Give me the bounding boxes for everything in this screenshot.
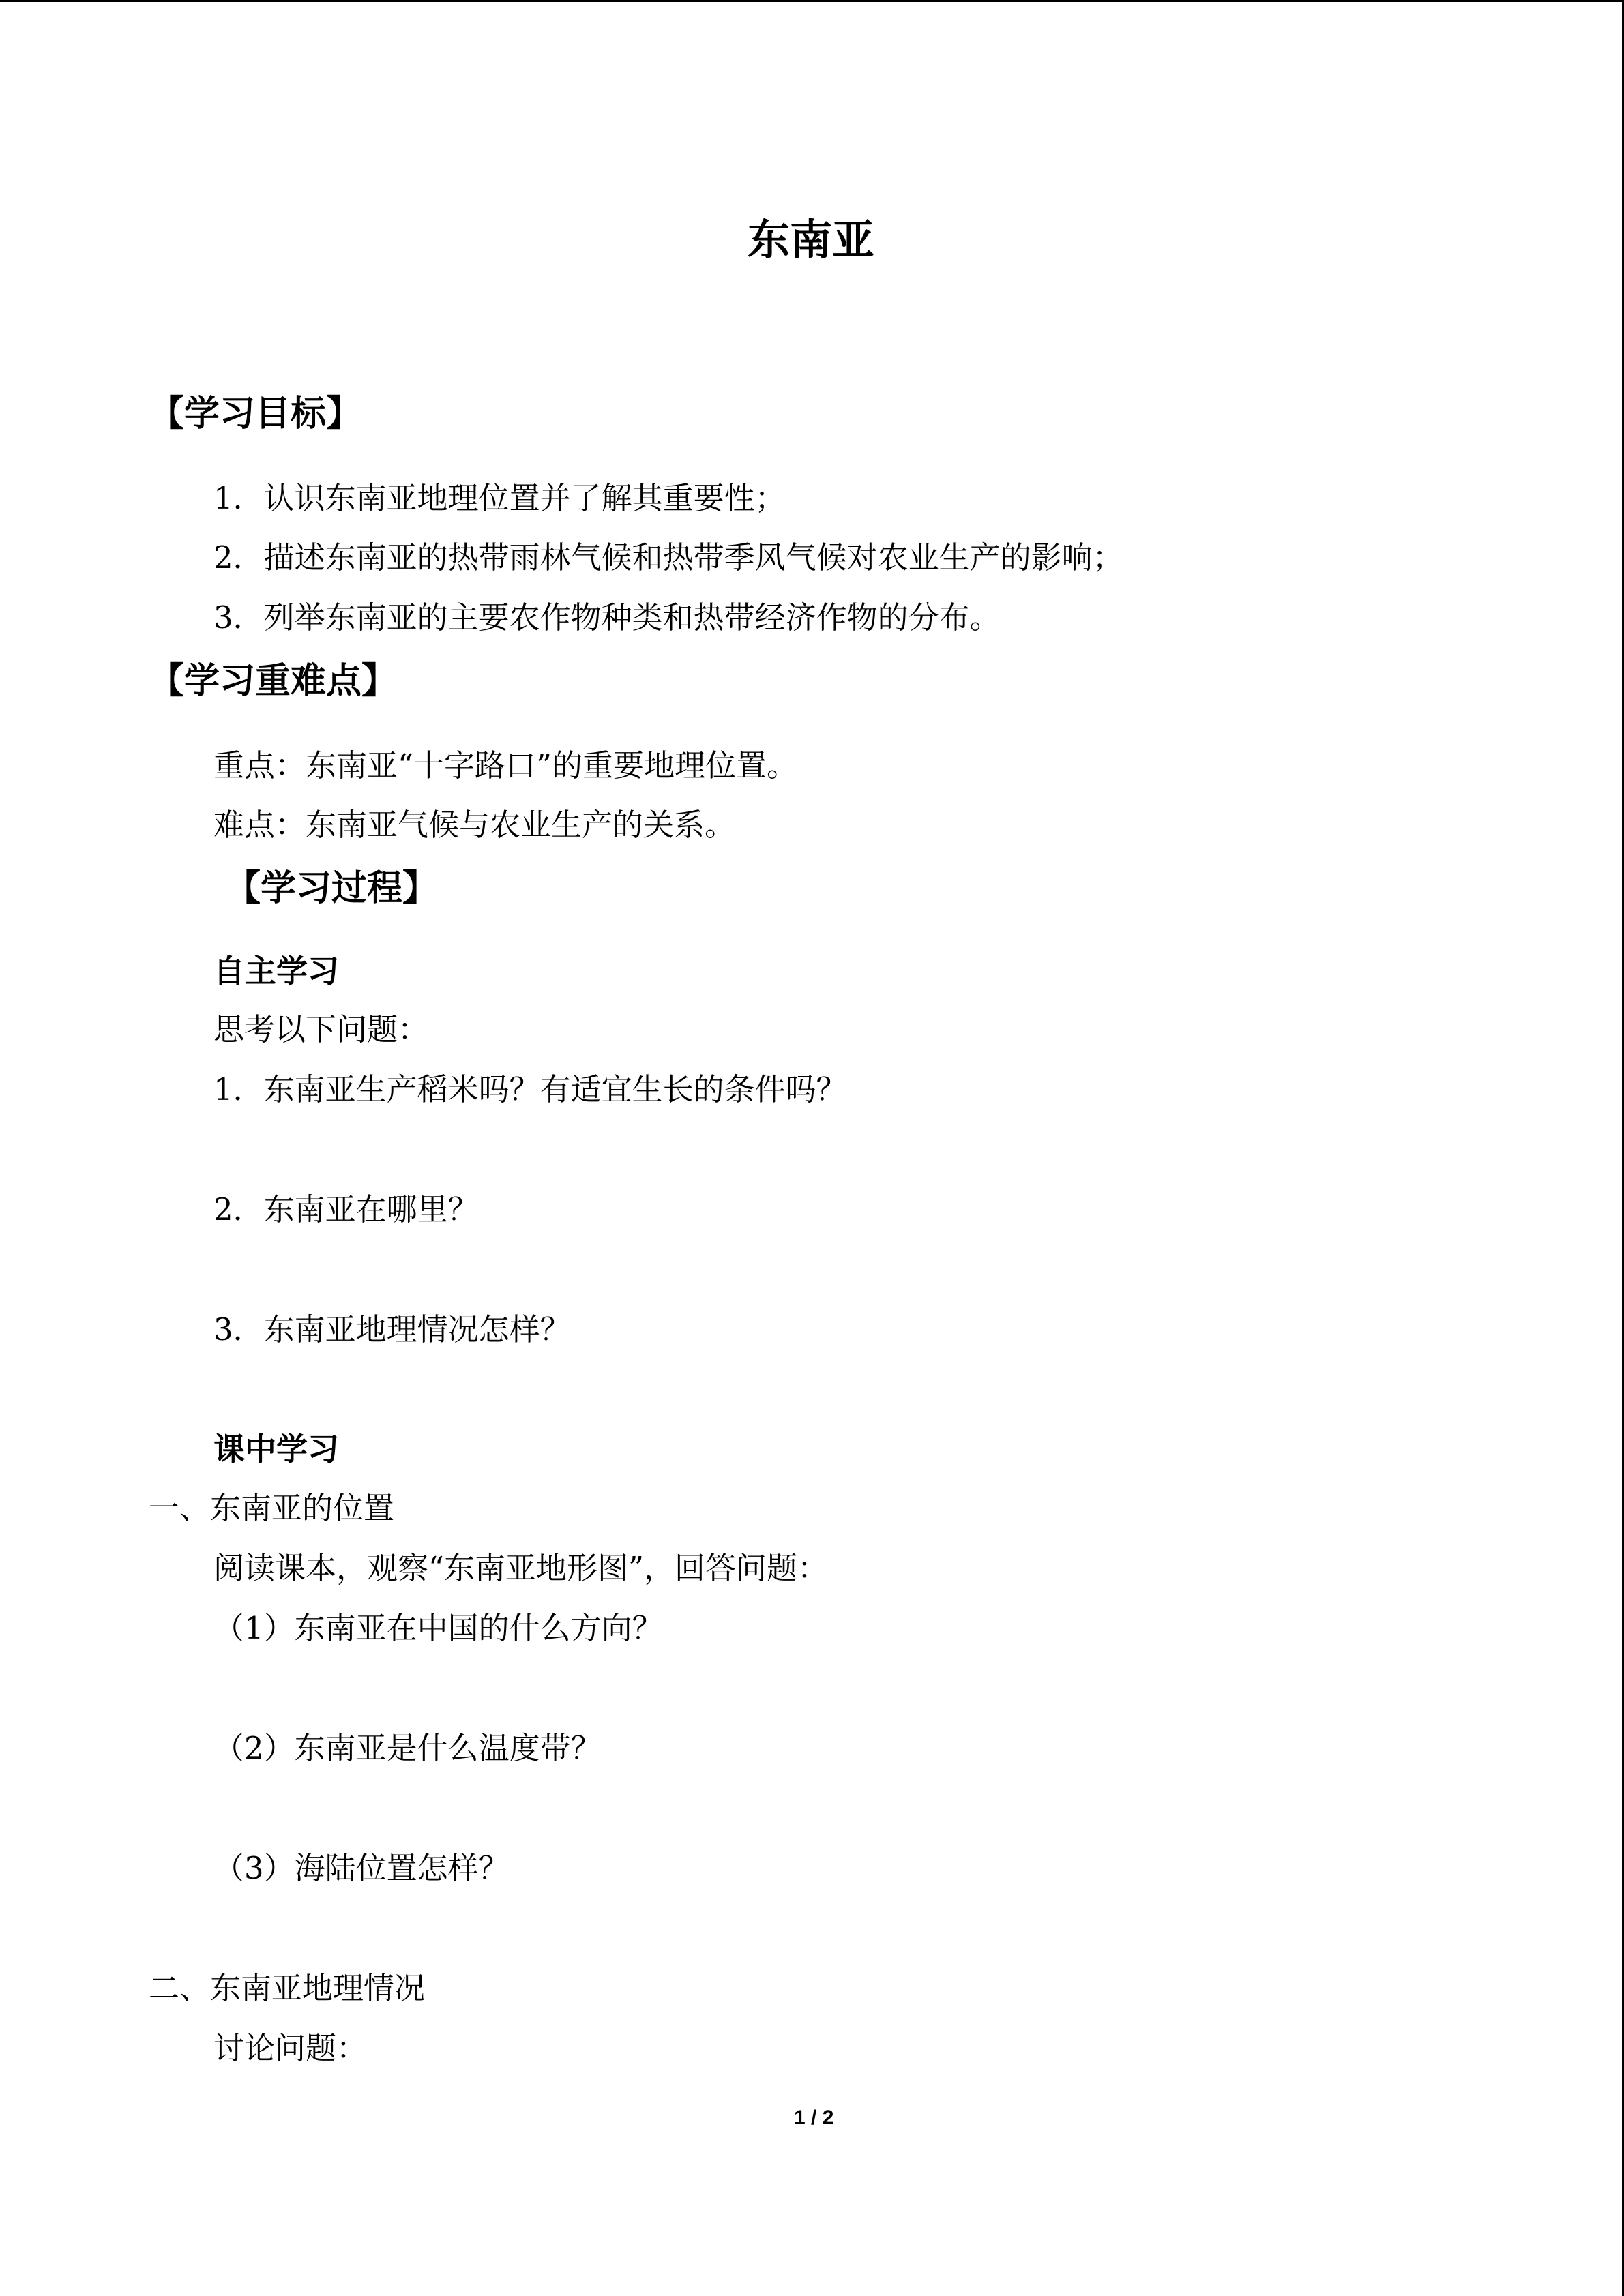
section-1-instruction: 阅读课本，观察“东南亚地形图”，回答问题： bbox=[213, 1550, 829, 1586]
section-1-question-1: （1）东南亚在中国的什么方向？ bbox=[213, 1610, 663, 1646]
in-class-heading: 课中学习 bbox=[213, 1431, 339, 1467]
key-points-heading: 【学习重难点】 bbox=[149, 661, 398, 702]
objective-item-3: 3．列举东南亚的主要农作物种类和热带经济作物的分布。 bbox=[213, 599, 1001, 636]
process-heading: 【学习过程】 bbox=[225, 868, 439, 909]
section-1-question-2: （2）东南亚是什么温度带？ bbox=[213, 1730, 602, 1766]
self-study-prompt: 思考以下问题： bbox=[213, 1011, 429, 1047]
objectives-heading: 【学习目标】 bbox=[149, 393, 362, 434]
self-study-question-3: 3．东南亚地理情况怎样？ bbox=[213, 1311, 571, 1347]
difficulty-text: 难点：东南亚气候与农业生产的关系。 bbox=[213, 807, 736, 843]
section-1-question-3: （3）海陆位置怎样？ bbox=[213, 1850, 510, 1886]
page-title: 东南亚 bbox=[748, 215, 875, 265]
objective-item-2: 2．描述东南亚的热带雨林气候和热带季风气候对农业生产的影响； bbox=[213, 539, 1123, 576]
page-number: 1 / 2 bbox=[794, 2106, 834, 2129]
section-2-instruction: 讨论问题： bbox=[213, 2030, 368, 2066]
key-point-text: 重点：东南亚“十字路口”的重要地理位置。 bbox=[213, 747, 798, 784]
section-1-title: 一、东南亚的位置 bbox=[149, 1490, 395, 1526]
section-2-title: 二、东南亚地理情况 bbox=[149, 1970, 426, 2006]
self-study-question-2: 2．东南亚在哪里？ bbox=[213, 1191, 479, 1227]
self-study-heading: 自主学习 bbox=[213, 953, 339, 989]
objective-item-1: 1．认识东南亚地理位置并了解其重要性； bbox=[213, 480, 786, 516]
self-study-question-1: 1．东南亚生产稻米吗？有适宜生长的条件吗？ bbox=[213, 1071, 847, 1107]
